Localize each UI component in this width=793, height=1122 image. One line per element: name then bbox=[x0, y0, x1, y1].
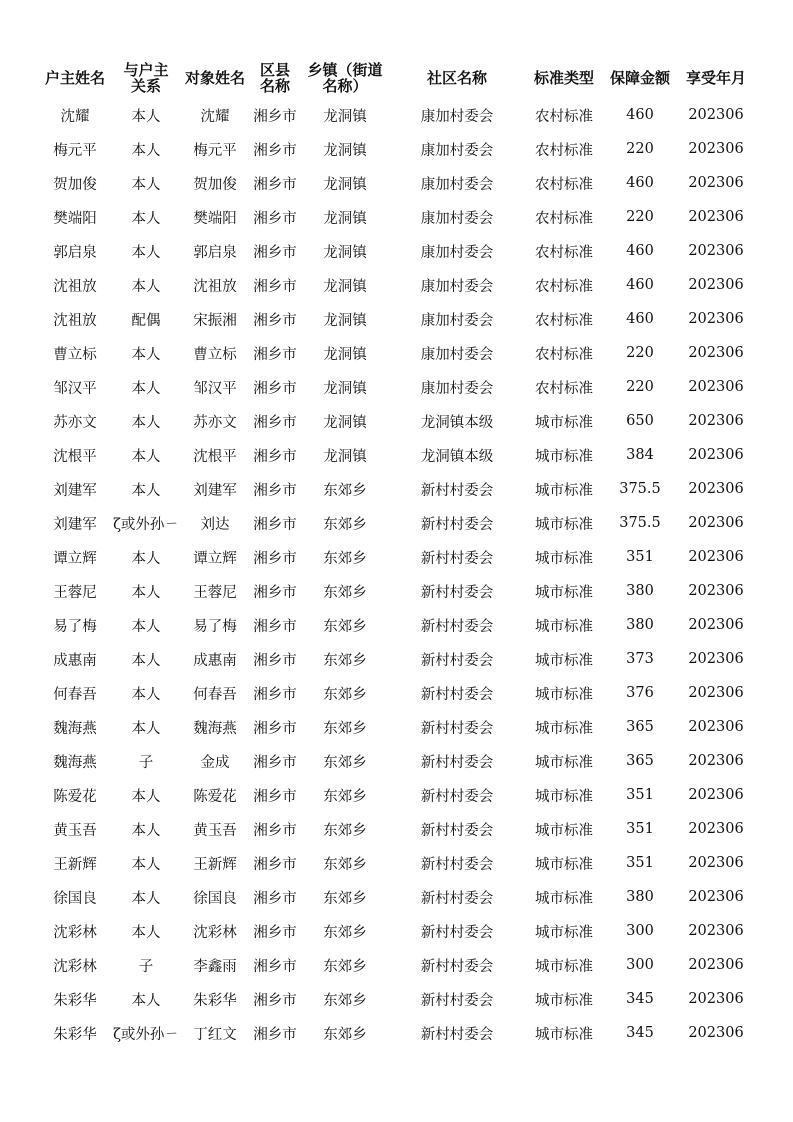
cell-community: 康加村委会 bbox=[420, 380, 494, 397]
cell-year-month: 202306 bbox=[688, 345, 744, 361]
cell-township: 龙洞镇 bbox=[323, 210, 367, 227]
cell-household-head-name: 邹汉平 bbox=[53, 380, 97, 397]
cell-relationship: 本人 bbox=[131, 584, 161, 601]
cell-household-head-name: 朱彩华 bbox=[53, 1026, 97, 1043]
cell-recipient-name: 邹汉平 bbox=[193, 380, 237, 397]
cell-relationship: 本人 bbox=[131, 890, 161, 907]
cell-standard-type: 城市标准 bbox=[535, 992, 593, 1009]
cell-township: 龙洞镇 bbox=[323, 142, 367, 159]
cell-recipient-name: 黄玉吾 bbox=[193, 822, 237, 839]
cell-standard-type: 农村标准 bbox=[535, 380, 593, 397]
cell-amount: 300 bbox=[626, 957, 654, 973]
cell-amount: 300 bbox=[626, 923, 654, 939]
data-table bbox=[38, 58, 756, 1050]
cell-year-month: 202306 bbox=[688, 277, 744, 293]
table-row bbox=[38, 370, 756, 404]
cell-amount: 384 bbox=[626, 447, 654, 463]
table-row bbox=[38, 982, 756, 1016]
cell-county: 湘乡市 bbox=[253, 142, 297, 159]
cell-standard-type: 农村标准 bbox=[535, 210, 593, 227]
cell-year-month: 202306 bbox=[688, 311, 744, 327]
cell-township: 东郊乡 bbox=[323, 992, 367, 1009]
cell-relationship: 本人 bbox=[131, 720, 161, 737]
cell-standard-type: 城市标准 bbox=[535, 958, 593, 975]
cell-amount: 376 bbox=[626, 685, 654, 701]
cell-township: 龙洞镇 bbox=[323, 380, 367, 397]
cell-county: 湘乡市 bbox=[253, 482, 297, 499]
cell-township: 东郊乡 bbox=[323, 856, 367, 873]
cell-township: 东郊乡 bbox=[323, 516, 367, 533]
cell-standard-type: 农村标准 bbox=[535, 244, 593, 261]
cell-township: 东郊乡 bbox=[323, 550, 367, 567]
cell-county: 湘乡市 bbox=[253, 754, 297, 771]
table-row bbox=[38, 608, 756, 642]
cell-amount: 345 bbox=[626, 1025, 654, 1041]
cell-recipient-name: 樊端阳 bbox=[193, 210, 237, 227]
cell-county: 湘乡市 bbox=[253, 686, 297, 703]
cell-year-month: 202306 bbox=[688, 787, 744, 803]
cell-relationship: ζ或外孙ㄧ bbox=[113, 1026, 179, 1043]
cell-year-month: 202306 bbox=[688, 209, 744, 225]
cell-township: 东郊乡 bbox=[323, 924, 367, 941]
cell-community: 康加村委会 bbox=[420, 346, 494, 363]
cell-standard-type: 农村标准 bbox=[535, 108, 593, 125]
cell-recipient-name: 曹立标 bbox=[193, 346, 237, 363]
cell-standard-type: 城市标准 bbox=[535, 618, 593, 635]
cell-household-head-name: 刘建军 bbox=[53, 482, 97, 499]
cell-township: 东郊乡 bbox=[323, 890, 367, 907]
cell-household-head-name: 沈根平 bbox=[53, 448, 97, 465]
cell-standard-type: 城市标准 bbox=[535, 856, 593, 873]
table-row bbox=[38, 778, 756, 812]
cell-amount: 220 bbox=[626, 379, 654, 395]
table-row bbox=[38, 438, 756, 472]
cell-relationship: 本人 bbox=[131, 346, 161, 363]
cell-year-month: 202306 bbox=[688, 753, 744, 769]
cell-recipient-name: 丁红文 bbox=[193, 1026, 237, 1043]
cell-county: 湘乡市 bbox=[253, 822, 297, 839]
cell-household-head-name: 曹立标 bbox=[53, 346, 97, 363]
cell-township: 龙洞镇 bbox=[323, 312, 367, 329]
cell-household-head-name: 梅元平 bbox=[53, 142, 97, 159]
cell-relationship: 子 bbox=[138, 958, 154, 975]
cell-township: 东郊乡 bbox=[323, 754, 367, 771]
cell-standard-type: 农村标准 bbox=[535, 312, 593, 329]
cell-standard-type: 城市标准 bbox=[535, 414, 593, 431]
cell-county: 湘乡市 bbox=[253, 550, 297, 567]
cell-community: 康加村委会 bbox=[420, 312, 494, 329]
cell-amount: 365 bbox=[626, 753, 654, 769]
cell-year-month: 202306 bbox=[688, 991, 744, 1007]
cell-county: 湘乡市 bbox=[253, 856, 297, 873]
cell-year-month: 202306 bbox=[688, 821, 744, 837]
cell-recipient-name: 郭启泉 bbox=[193, 244, 237, 261]
table-header-row bbox=[38, 58, 756, 98]
cell-recipient-name: 王蓉尼 bbox=[193, 584, 237, 601]
cell-community: 新村村委会 bbox=[420, 686, 494, 703]
cell-recipient-name: 金成 bbox=[200, 754, 230, 771]
cell-amount: 375.5 bbox=[619, 481, 661, 497]
cell-year-month: 202306 bbox=[688, 719, 744, 735]
cell-township: 龙洞镇 bbox=[323, 244, 367, 261]
cell-county: 湘乡市 bbox=[253, 992, 297, 1009]
cell-relationship: ζ或外孙ㄧ bbox=[113, 516, 179, 533]
cell-relationship: 本人 bbox=[131, 448, 161, 465]
cell-year-month: 202306 bbox=[688, 957, 744, 973]
cell-relationship: 本人 bbox=[131, 652, 161, 669]
cell-standard-type: 农村标准 bbox=[535, 176, 593, 193]
cell-amount: 373 bbox=[626, 651, 654, 667]
cell-amount: 351 bbox=[626, 821, 654, 837]
cell-relationship: 本人 bbox=[131, 788, 161, 805]
cell-county: 湘乡市 bbox=[253, 414, 297, 431]
cell-year-month: 202306 bbox=[688, 107, 744, 123]
cell-relationship: 本人 bbox=[131, 822, 161, 839]
cell-relationship: 本人 bbox=[131, 618, 161, 635]
cell-community: 新村村委会 bbox=[420, 516, 494, 533]
header-amount: 保障金额 bbox=[609, 69, 670, 87]
table-row bbox=[38, 404, 756, 438]
cell-county: 湘乡市 bbox=[253, 652, 297, 669]
cell-household-head-name: 郭启泉 bbox=[53, 244, 97, 261]
cell-community: 康加村委会 bbox=[420, 210, 494, 227]
cell-relationship: 子 bbox=[138, 754, 154, 771]
cell-amount: 220 bbox=[626, 209, 654, 225]
cell-county: 湘乡市 bbox=[253, 516, 297, 533]
table-row bbox=[38, 880, 756, 914]
cell-township: 东郊乡 bbox=[323, 618, 367, 635]
cell-township: 东郊乡 bbox=[323, 652, 367, 669]
cell-standard-type: 城市标准 bbox=[535, 448, 593, 465]
cell-community: 新村村委会 bbox=[420, 652, 494, 669]
header-county: 区县 名称 bbox=[259, 61, 290, 95]
cell-year-month: 202306 bbox=[688, 447, 744, 463]
cell-county: 湘乡市 bbox=[253, 618, 297, 635]
cell-standard-type: 城市标准 bbox=[535, 822, 593, 839]
cell-year-month: 202306 bbox=[688, 583, 744, 599]
cell-household-head-name: 樊端阳 bbox=[53, 210, 97, 227]
cell-year-month: 202306 bbox=[688, 481, 744, 497]
cell-year-month: 202306 bbox=[688, 685, 744, 701]
cell-relationship: 本人 bbox=[131, 380, 161, 397]
cell-household-head-name: 谭立辉 bbox=[53, 550, 97, 567]
cell-recipient-name: 魏海燕 bbox=[193, 720, 237, 737]
cell-relationship: 本人 bbox=[131, 108, 161, 125]
cell-amount: 345 bbox=[626, 991, 654, 1007]
cell-relationship: 本人 bbox=[131, 278, 161, 295]
header-standard-type: 标准类型 bbox=[533, 69, 594, 87]
cell-county: 湘乡市 bbox=[253, 720, 297, 737]
cell-township: 龙洞镇 bbox=[323, 278, 367, 295]
cell-household-head-name: 沈耀 bbox=[60, 108, 90, 125]
table-row bbox=[38, 846, 756, 880]
cell-community: 新村村委会 bbox=[420, 720, 494, 737]
cell-relationship: 本人 bbox=[131, 176, 161, 193]
cell-township: 东郊乡 bbox=[323, 1026, 367, 1043]
table-row bbox=[38, 506, 756, 540]
table-row bbox=[38, 336, 756, 370]
cell-township: 东郊乡 bbox=[323, 482, 367, 499]
cell-community: 康加村委会 bbox=[420, 108, 494, 125]
cell-household-head-name: 贺加俊 bbox=[53, 176, 97, 193]
cell-standard-type: 城市标准 bbox=[535, 720, 593, 737]
cell-year-month: 202306 bbox=[688, 379, 744, 395]
cell-year-month: 202306 bbox=[688, 923, 744, 939]
cell-township: 东郊乡 bbox=[323, 686, 367, 703]
cell-recipient-name: 李鑫雨 bbox=[193, 958, 237, 975]
cell-community: 新村村委会 bbox=[420, 550, 494, 567]
cell-county: 湘乡市 bbox=[253, 380, 297, 397]
cell-community: 龙洞镇本级 bbox=[420, 448, 494, 465]
cell-amount: 375.5 bbox=[619, 515, 661, 531]
cell-relationship: 本人 bbox=[131, 244, 161, 261]
cell-township: 东郊乡 bbox=[323, 822, 367, 839]
table-row bbox=[38, 472, 756, 506]
cell-amount: 460 bbox=[626, 107, 654, 123]
cell-amount: 380 bbox=[626, 889, 654, 905]
cell-standard-type: 城市标准 bbox=[535, 788, 593, 805]
cell-household-head-name: 黄玉吾 bbox=[53, 822, 97, 839]
cell-township: 东郊乡 bbox=[323, 788, 367, 805]
table-row bbox=[38, 166, 756, 200]
cell-household-head-name: 沈彩林 bbox=[53, 958, 97, 975]
cell-amount: 380 bbox=[626, 583, 654, 599]
cell-county: 湘乡市 bbox=[253, 924, 297, 941]
cell-community: 新村村委会 bbox=[420, 482, 494, 499]
cell-township: 龙洞镇 bbox=[323, 346, 367, 363]
cell-county: 湘乡市 bbox=[253, 176, 297, 193]
cell-recipient-name: 贺加俊 bbox=[193, 176, 237, 193]
cell-year-month: 202306 bbox=[688, 1025, 744, 1041]
cell-standard-type: 农村标准 bbox=[535, 142, 593, 159]
cell-relationship: 本人 bbox=[131, 142, 161, 159]
cell-township: 龙洞镇 bbox=[323, 448, 367, 465]
header-household-head-name: 户主姓名 bbox=[44, 69, 105, 87]
table-row bbox=[38, 676, 756, 710]
cell-recipient-name: 易了梅 bbox=[193, 618, 237, 635]
table-row bbox=[38, 710, 756, 744]
cell-standard-type: 城市标准 bbox=[535, 652, 593, 669]
cell-county: 湘乡市 bbox=[253, 312, 297, 329]
table-row bbox=[38, 744, 756, 778]
cell-recipient-name: 宋振湘 bbox=[193, 312, 237, 329]
cell-county: 湘乡市 bbox=[253, 584, 297, 601]
cell-recipient-name: 梅元平 bbox=[193, 142, 237, 159]
header-relationship: 与户主 关系 bbox=[123, 61, 169, 95]
cell-community: 新村村委会 bbox=[420, 856, 494, 873]
cell-community: 新村村委会 bbox=[420, 890, 494, 907]
cell-amount: 460 bbox=[626, 175, 654, 191]
cell-community: 康加村委会 bbox=[420, 176, 494, 193]
table-row bbox=[38, 574, 756, 608]
cell-relationship: 本人 bbox=[131, 210, 161, 227]
header-township: 乡镇（街道 名称） bbox=[307, 61, 383, 95]
cell-standard-type: 城市标准 bbox=[535, 584, 593, 601]
cell-household-head-name: 沈祖放 bbox=[53, 278, 97, 295]
cell-community: 康加村委会 bbox=[420, 244, 494, 261]
cell-relationship: 本人 bbox=[131, 856, 161, 873]
table-row bbox=[38, 1016, 756, 1050]
cell-household-head-name: 易了梅 bbox=[53, 618, 97, 635]
cell-recipient-name: 朱彩华 bbox=[193, 992, 237, 1009]
table-row bbox=[38, 948, 756, 982]
cell-amount: 351 bbox=[626, 549, 654, 565]
cell-recipient-name: 陈爱花 bbox=[193, 788, 237, 805]
cell-community: 新村村委会 bbox=[420, 788, 494, 805]
cell-community: 新村村委会 bbox=[420, 618, 494, 635]
cell-amount: 220 bbox=[626, 141, 654, 157]
cell-recipient-name: 刘建军 bbox=[193, 482, 237, 499]
cell-household-head-name: 沈祖放 bbox=[53, 312, 97, 329]
cell-household-head-name: 王蓉尼 bbox=[53, 584, 97, 601]
cell-recipient-name: 沈祖放 bbox=[193, 278, 237, 295]
cell-recipient-name: 谭立辉 bbox=[193, 550, 237, 567]
cell-recipient-name: 刘达 bbox=[200, 516, 230, 533]
cell-amount: 351 bbox=[626, 855, 654, 871]
cell-relationship: 本人 bbox=[131, 414, 161, 431]
cell-household-head-name: 陈爱花 bbox=[53, 788, 97, 805]
cell-county: 湘乡市 bbox=[253, 278, 297, 295]
cell-relationship: 本人 bbox=[131, 686, 161, 703]
cell-household-head-name: 何春吾 bbox=[53, 686, 97, 703]
table-row bbox=[38, 200, 756, 234]
cell-amount: 380 bbox=[626, 617, 654, 633]
cell-year-month: 202306 bbox=[688, 413, 744, 429]
cell-year-month: 202306 bbox=[688, 515, 744, 531]
table-row bbox=[38, 540, 756, 574]
table-row bbox=[38, 642, 756, 676]
cell-household-head-name: 魏海燕 bbox=[53, 754, 97, 771]
cell-household-head-name: 沈彩林 bbox=[53, 924, 97, 941]
table-body bbox=[38, 98, 756, 1050]
cell-recipient-name: 沈耀 bbox=[200, 108, 230, 125]
cell-year-month: 202306 bbox=[688, 243, 744, 259]
cell-household-head-name: 徐国良 bbox=[53, 890, 97, 907]
cell-amount: 365 bbox=[626, 719, 654, 735]
cell-county: 湘乡市 bbox=[253, 1026, 297, 1043]
cell-recipient-name: 徐国良 bbox=[193, 890, 237, 907]
cell-county: 湘乡市 bbox=[253, 210, 297, 227]
cell-recipient-name: 苏亦文 bbox=[193, 414, 237, 431]
cell-county: 湘乡市 bbox=[253, 448, 297, 465]
cell-township: 龙洞镇 bbox=[323, 108, 367, 125]
cell-year-month: 202306 bbox=[688, 175, 744, 191]
cell-standard-type: 城市标准 bbox=[535, 516, 593, 533]
cell-year-month: 202306 bbox=[688, 889, 744, 905]
cell-township: 龙洞镇 bbox=[323, 414, 367, 431]
cell-community: 新村村委会 bbox=[420, 584, 494, 601]
cell-community: 新村村委会 bbox=[420, 754, 494, 771]
table-row bbox=[38, 812, 756, 846]
cell-relationship: 本人 bbox=[131, 550, 161, 567]
cell-standard-type: 城市标准 bbox=[535, 1026, 593, 1043]
cell-county: 湘乡市 bbox=[253, 788, 297, 805]
cell-standard-type: 农村标准 bbox=[535, 278, 593, 295]
header-recipient-name: 对象姓名 bbox=[184, 69, 245, 87]
cell-household-head-name: 苏亦文 bbox=[53, 414, 97, 431]
header-community: 社区名称 bbox=[426, 69, 487, 87]
cell-household-head-name: 成惠南 bbox=[53, 652, 97, 669]
cell-year-month: 202306 bbox=[688, 549, 744, 565]
cell-year-month: 202306 bbox=[688, 617, 744, 633]
table-row bbox=[38, 98, 756, 132]
table-row bbox=[38, 234, 756, 268]
cell-year-month: 202306 bbox=[688, 651, 744, 667]
table-row bbox=[38, 268, 756, 302]
cell-standard-type: 城市标准 bbox=[535, 754, 593, 771]
cell-standard-type: 城市标准 bbox=[535, 890, 593, 907]
table-row bbox=[38, 132, 756, 166]
cell-standard-type: 城市标准 bbox=[535, 686, 593, 703]
cell-community: 龙洞镇本级 bbox=[420, 414, 494, 431]
cell-county: 湘乡市 bbox=[253, 958, 297, 975]
cell-amount: 460 bbox=[626, 277, 654, 293]
cell-township: 东郊乡 bbox=[323, 584, 367, 601]
cell-county: 湘乡市 bbox=[253, 346, 297, 363]
cell-township: 龙洞镇 bbox=[323, 176, 367, 193]
cell-community: 康加村委会 bbox=[420, 278, 494, 295]
cell-recipient-name: 何春吾 bbox=[193, 686, 237, 703]
cell-recipient-name: 王新辉 bbox=[193, 856, 237, 873]
cell-county: 湘乡市 bbox=[253, 244, 297, 261]
cell-household-head-name: 魏海燕 bbox=[53, 720, 97, 737]
cell-township: 东郊乡 bbox=[323, 720, 367, 737]
header-year-month: 享受年月 bbox=[685, 69, 746, 87]
cell-year-month: 202306 bbox=[688, 141, 744, 157]
cell-township: 东郊乡 bbox=[323, 958, 367, 975]
cell-community: 新村村委会 bbox=[420, 958, 494, 975]
cell-community: 康加村委会 bbox=[420, 142, 494, 159]
cell-community: 新村村委会 bbox=[420, 822, 494, 839]
cell-community: 新村村委会 bbox=[420, 1026, 494, 1043]
table-row bbox=[38, 302, 756, 336]
cell-standard-type: 城市标准 bbox=[535, 550, 593, 567]
table-row bbox=[38, 914, 756, 948]
cell-amount: 460 bbox=[626, 311, 654, 327]
cell-household-head-name: 王新辉 bbox=[53, 856, 97, 873]
cell-standard-type: 城市标准 bbox=[535, 924, 593, 941]
cell-relationship: 本人 bbox=[131, 992, 161, 1009]
cell-standard-type: 农村标准 bbox=[535, 346, 593, 363]
cell-recipient-name: 成惠南 bbox=[193, 652, 237, 669]
cell-amount: 220 bbox=[626, 345, 654, 361]
cell-relationship: 本人 bbox=[131, 924, 161, 941]
cell-standard-type: 城市标准 bbox=[535, 482, 593, 499]
cell-household-head-name: 朱彩华 bbox=[53, 992, 97, 1009]
cell-county: 湘乡市 bbox=[253, 108, 297, 125]
cell-amount: 460 bbox=[626, 243, 654, 259]
cell-county: 湘乡市 bbox=[253, 890, 297, 907]
cell-recipient-name: 沈根平 bbox=[193, 448, 237, 465]
cell-amount: 351 bbox=[626, 787, 654, 803]
cell-recipient-name: 沈彩林 bbox=[193, 924, 237, 941]
cell-community: 新村村委会 bbox=[420, 992, 494, 1009]
cell-relationship: 配偶 bbox=[131, 312, 161, 329]
cell-community: 新村村委会 bbox=[420, 924, 494, 941]
cell-household-head-name: 刘建军 bbox=[53, 516, 97, 533]
cell-year-month: 202306 bbox=[688, 855, 744, 871]
cell-amount: 650 bbox=[626, 413, 654, 429]
cell-relationship: 本人 bbox=[131, 482, 161, 499]
